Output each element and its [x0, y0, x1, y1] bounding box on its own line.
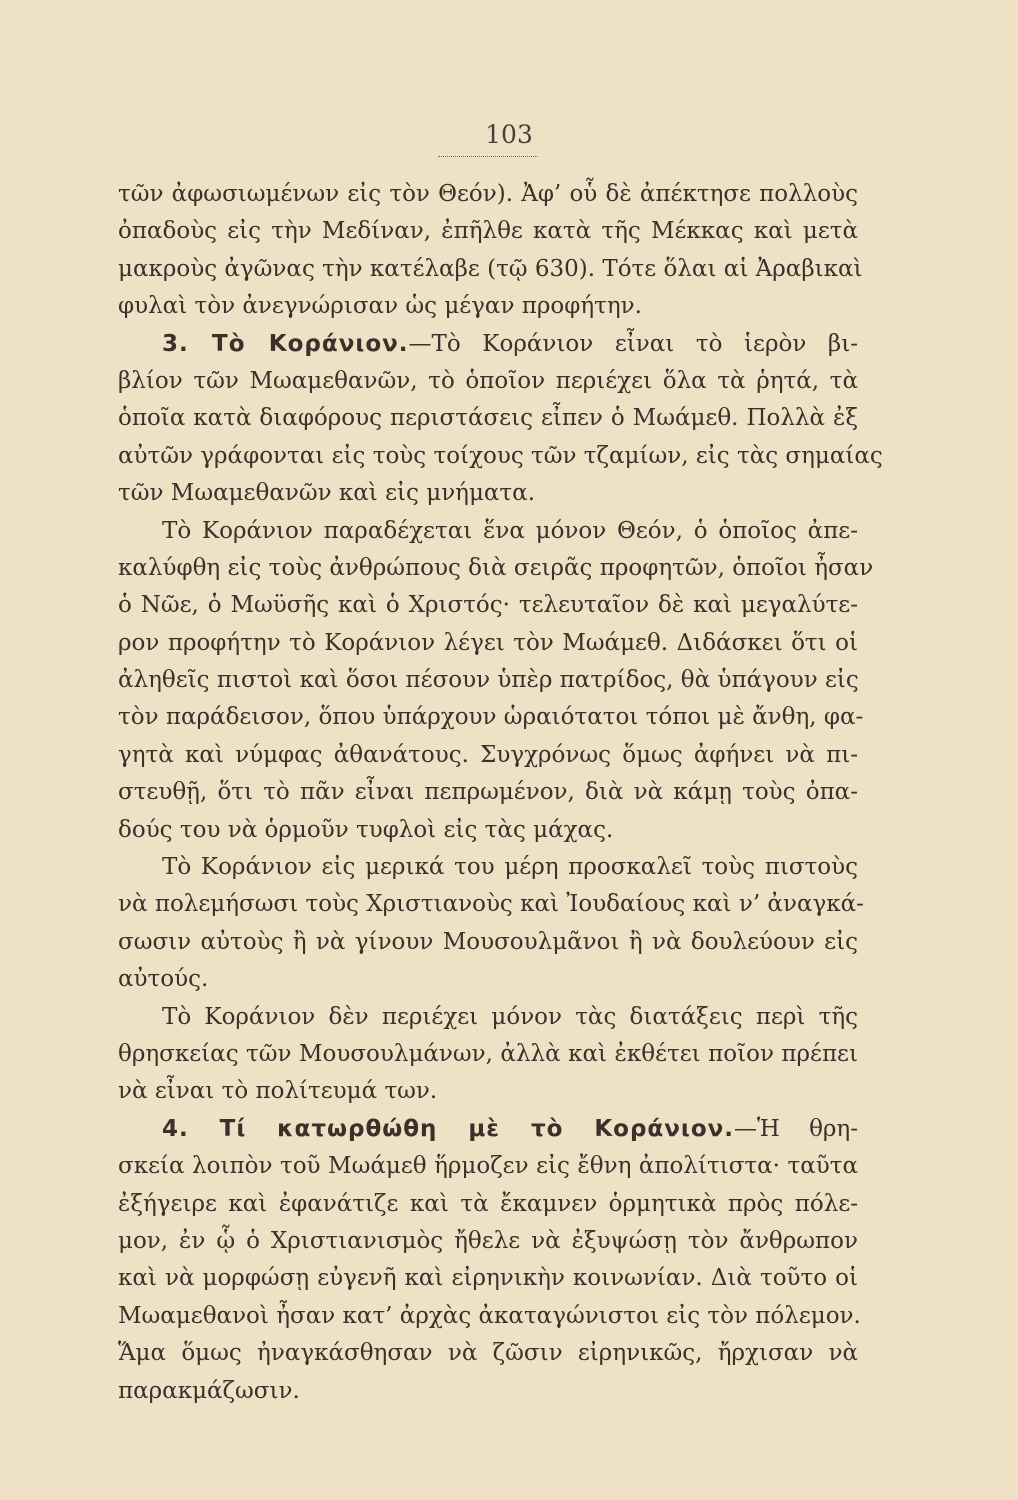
page-number-rule — [438, 156, 538, 157]
text-line: αὐτῶν γράφονται εἰς τοὺς τοίχους τῶν τζαμίων, εἰς τὰς σημαίας — [118, 442, 883, 469]
text-line: Τὸ Κοράνιον παραδέχεται ἕνα μόνον Θεόν, ὁ ὁποῖος ἀπε- — [162, 517, 858, 544]
text-line: μακροὺς ἀγῶνας τὴν κατέλαβε (τῷ 630). Τότε ὅλαι αἱ Ἀραβικαὶ — [118, 255, 863, 282]
text-line: σωσιν αὐτοὺς ἢ νὰ γίνουν Μουσουλμᾶνοι ἢ νὰ δουλεύουν εἰς — [118, 928, 858, 955]
text-line: γητὰ καὶ νύμφας ἀθανάτους. Συγχρόνως ὅμως ἀφήνει νὰ πι- — [118, 741, 858, 768]
text-line: —Ἡ θρη- — [734, 1115, 858, 1142]
text-line: τὸν παράδεισον, ὅπου ὑπάρχουν ὡραιότατοι τόποι μὲ ἄνθη, φα- — [118, 704, 864, 731]
text-line: Τὸ Κοράνιον εἰς μερικά του μέρη προσκαλεῖ τοὺς πιστοὺς — [162, 854, 858, 881]
text-line: βλίον τῶν Μωαμεθανῶν, τὸ ὁποῖον περιέχει ὅλα τὰ ῥητά, τὰ — [118, 367, 858, 394]
text-line: καὶ νὰ μορφώσῃ εὐγενῆ καὶ εἰρηνικὴν κοινωνίαν. Διὰ τοῦτο οἱ — [118, 1265, 858, 1292]
text-line: —Τὸ Κοράνιον εἶναι τὸ ἱερὸν βι- — [408, 330, 858, 357]
text-line: παρακμάζωσιν. — [118, 1377, 300, 1404]
text-line: μον, ἐν ᾧ ὁ Χριστιανισμὸς ἤθελε νὰ ἐξυψώσῃ τὸν ἄνθρωπον — [118, 1227, 858, 1254]
text-line: Μωαμεθανοὶ ἦσαν κατ’ ἀρχὰς ἀκαταγώνιστοι εἰς τὸν πόλεμον. — [118, 1302, 861, 1329]
text-line: στευθῇ, ὅτι τὸ πᾶν εἶναι πεπρωμένον, διὰ νὰ κάμῃ τοὺς ὀπα- — [118, 779, 858, 806]
text-line: φυλαὶ τὸν ἀνεγνώρισαν ὡς μέγαν προφήτην. — [118, 293, 642, 320]
text-line: ὀπαδοὺς εἰς τὴν Μεδίναν, ἐπῆλθε κατὰ τῆς Μέκκας καὶ μετὰ — [118, 218, 858, 245]
text-line: Ἅμα ὅμως ἠναγκάσθησαν νὰ ζῶσιν εἰρηνικῶς, ἤρχισαν νὰ — [118, 1340, 858, 1367]
section-4-line — [118, 1111, 858, 1148]
text-line: αὐτούς. — [118, 966, 209, 993]
section-heading-4: 4. Τί κατωρθώθη μὲ τὸ Κοράνιον. — [162, 1115, 735, 1142]
text-line: νὰ εἶναι τὸ πολίτευμά των. — [118, 1078, 438, 1105]
text-line: τῶν ἀφωσιωμένων εἰς τὸν Θεόν). Ἀφ’ οὗ δὲ ἀπέκτησε πολλοὺς — [118, 181, 858, 207]
section-heading-3: 3. Τὸ Κοράνιον. — [162, 330, 409, 357]
text-line: νὰ πολεμήσωσι τοὺς Χριστιανοὺς καὶ Ἰουδαίους καὶ ν’ ἀναγκά- — [118, 891, 864, 918]
text-line: ὁποῖα κατὰ διαφόρους περιστάσεις εἶπεν ὁ Μωάμεθ. Πολλὰ ἐξ — [118, 405, 858, 432]
page-number: 103 — [485, 120, 533, 149]
text-line: ὁ Νῶε, ὁ Μωϋσῆς καὶ ὁ Χριστός· τελευταῖον δὲ καὶ μεγαλύτε- — [118, 592, 858, 619]
text-line: τῶν Μωαμεθανῶν καὶ εἰς μνήματα. — [118, 480, 535, 507]
text-line: σκεία λοιπὸν τοῦ Μωάμεθ ἥρμοζεν εἰς ἔθνη ἀπολίτιστα· ταῦτα — [118, 1153, 858, 1180]
text-line: δούς του νὰ ὁρμοῦν τυφλοὶ εἰς τὰς μάχας. — [118, 816, 614, 843]
text-line: ρον προφήτην τὸ Κοράνιον λέγει τὸν Μωάμεθ. Διδάσκει ὅτι οἱ — [118, 629, 858, 656]
text-line: ἐξήγειρε καὶ ἐφανάτιζε καὶ τὰ ἔκαμνεν ὁρμητικὰ πρὸς πόλε- — [118, 1190, 858, 1217]
section-3-line — [118, 326, 858, 363]
text-line: ἀληθεῖς πιστοὶ καὶ ὅσοι πέσουν ὑπὲρ πατρίδος, θὰ ὑπάγουν εἰς — [118, 667, 859, 694]
text-line: θρησκείας τῶν Μουσουλμάνων, ἀλλὰ καὶ ἐκθέτει ποῖον πρέπει — [118, 1040, 858, 1067]
text-line: Τὸ Κοράνιον δὲν περιέχει μόνον τὰς διατάξεις περὶ τῆς — [162, 1003, 858, 1030]
text-line: καλύφθη εἰς τοὺς ἀνθρώπους διὰ σειρᾶς προφητῶν, ὁποῖοι ἦσαν — [118, 554, 874, 581]
body-text — [118, 176, 883, 1410]
